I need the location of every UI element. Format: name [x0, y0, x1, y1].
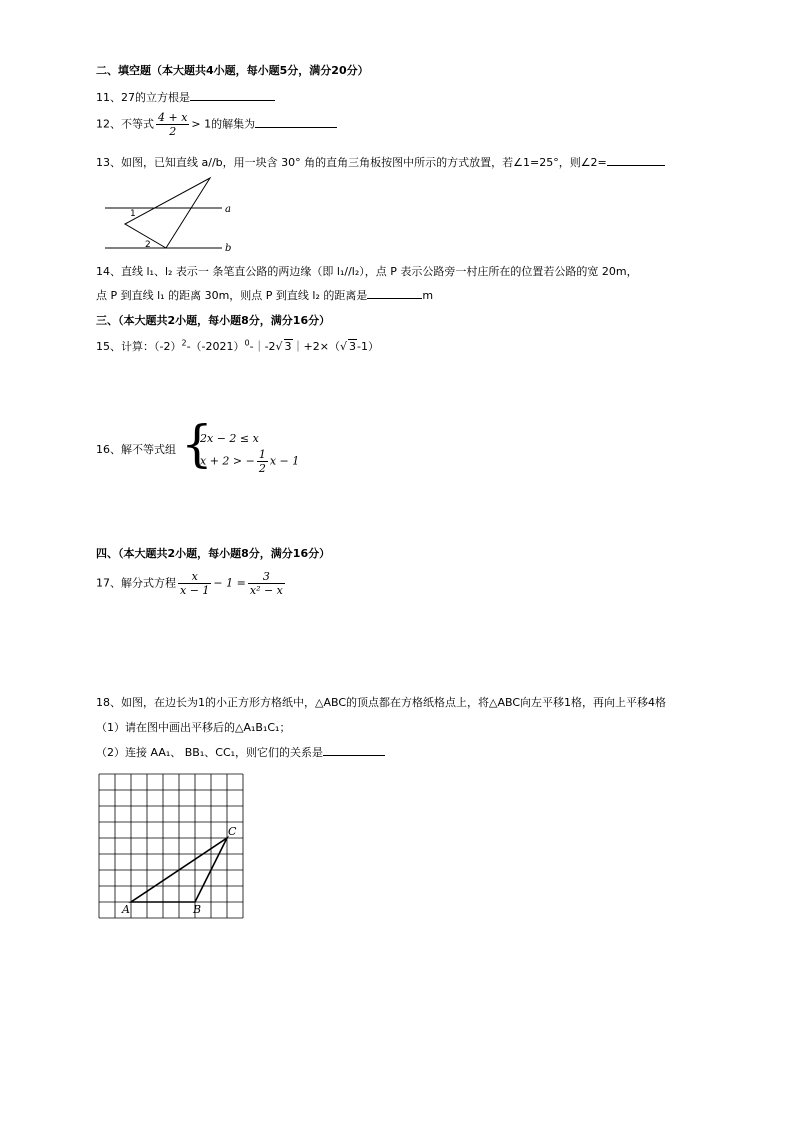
question-18-part1: （1）请在图中画出平移后的△A₁B₁C₁； [96, 721, 291, 734]
q15-mid3: ｜+2×（ [292, 340, 340, 353]
angle-1-label: 1 [130, 209, 136, 219]
q16-prefix: 16、解不等式组 [96, 443, 176, 456]
section-2-title: 二、填空题（本大题共4小题，每小题5分，满分20分） [96, 64, 369, 77]
q18-grid-figure [98, 773, 246, 919]
question-15: 15、计算：$(-2)^2-(-2021)^0-|-2√$ 3｜+2×（√ 3-1） [96, 338, 379, 353]
q12-prefix: 12、不等式 [96, 117, 154, 131]
q16-line2 [200, 448, 299, 475]
q16-line2b: x − 1 [269, 454, 300, 468]
question-18-part2 [96, 744, 385, 760]
q15-exponent-2: 0 [244, 338, 250, 348]
triangle-ruler [125, 178, 210, 248]
q17-right-num: 3 [248, 570, 285, 584]
question-14-line1: 14、直线 l₁、l₂ 表示一 条笔直公路的两边缘（即 l₁//l₂），点 P 表示公路旁一村庄所在的位置若公路的宽 20m， [96, 265, 638, 278]
q17-right-den: x² − x [249, 584, 283, 597]
vertex-a-label: A [122, 903, 130, 916]
question-13 [96, 154, 665, 170]
question-14-line2 [96, 287, 433, 303]
q15-end: -1） [357, 340, 379, 353]
q17-left-den: x − 1 [180, 584, 210, 597]
q18-part2-text: （2）连接 AA₁、 BB₁、CC₁，则它们的关系是 [96, 746, 324, 759]
q11-text: 11、27的立方根是 [96, 91, 190, 104]
q16-line1: 2x − 2 ≤ x [200, 432, 259, 445]
q17-mid: − 1 = [213, 576, 246, 590]
q12-fraction-denominator: 2 [169, 125, 177, 138]
q17-left-num: x [178, 570, 211, 584]
label-b: b [225, 243, 232, 254]
q12-answer-blank[interactable] [255, 117, 337, 128]
q12-fraction-numerator: 4 + x [158, 111, 188, 124]
vertex-b-label: B [193, 903, 202, 916]
q14-line2-text: 点 P 到直线 l₁ 的距离 30m，则点 P 到直线 l₂ 的距离是 [96, 289, 368, 302]
grid-lines [99, 774, 243, 918]
question-11 [96, 89, 275, 105]
q15-radicand-1: 3 [284, 340, 292, 353]
question-12 [96, 111, 337, 138]
q13-text: 13、如图，已知直线 a//b，用一块含 30° 角的直角三角板按图中所示的方式放置，若∠1=25°，则∠2= [96, 156, 607, 169]
section-4-title: 四、（本大题共2小题，每小题8分，满分16分） [96, 547, 331, 560]
q16-frac-num: 1 [258, 448, 266, 461]
q11-answer-blank[interactable] [190, 90, 275, 101]
vertex-c-label: C [228, 825, 237, 838]
q15-exponent-1: 2 [181, 338, 187, 348]
q13-answer-blank[interactable] [607, 155, 665, 166]
q13-parallel-lines-figure [100, 174, 240, 254]
q18-answer-blank[interactable] [323, 745, 385, 756]
q16-brace: { [181, 415, 213, 473]
q15-prefix: 15、计算：（-2） [96, 340, 182, 353]
q15-radicand-2: 3 [349, 340, 356, 353]
q17-prefix: 17、解分式方程 [96, 576, 176, 590]
q16-line2a: x + 2 > − [200, 454, 255, 468]
angle-2-label: 2 [145, 240, 151, 250]
question-18-line1: 18、如图，在边长为1的小正方形方格纸中，△ABC的顶点都在方格纸格点上，将△ABC向左平移1格，再向上平移4格 [96, 696, 667, 709]
q15-mid2: -｜-2 [249, 340, 276, 353]
q14-answer-blank[interactable] [367, 288, 422, 299]
question-17 [96, 570, 287, 597]
q15-mid1: -（-2021） [186, 340, 245, 353]
q12-suffix: > 1的解集为 [191, 117, 256, 131]
q16-frac-den: 2 [258, 462, 266, 475]
label-a: a [225, 204, 231, 215]
section-3-title: 三、（本大题共2小题，每小题8分，满分16分） [96, 314, 331, 327]
q14-unit: m [422, 289, 434, 302]
